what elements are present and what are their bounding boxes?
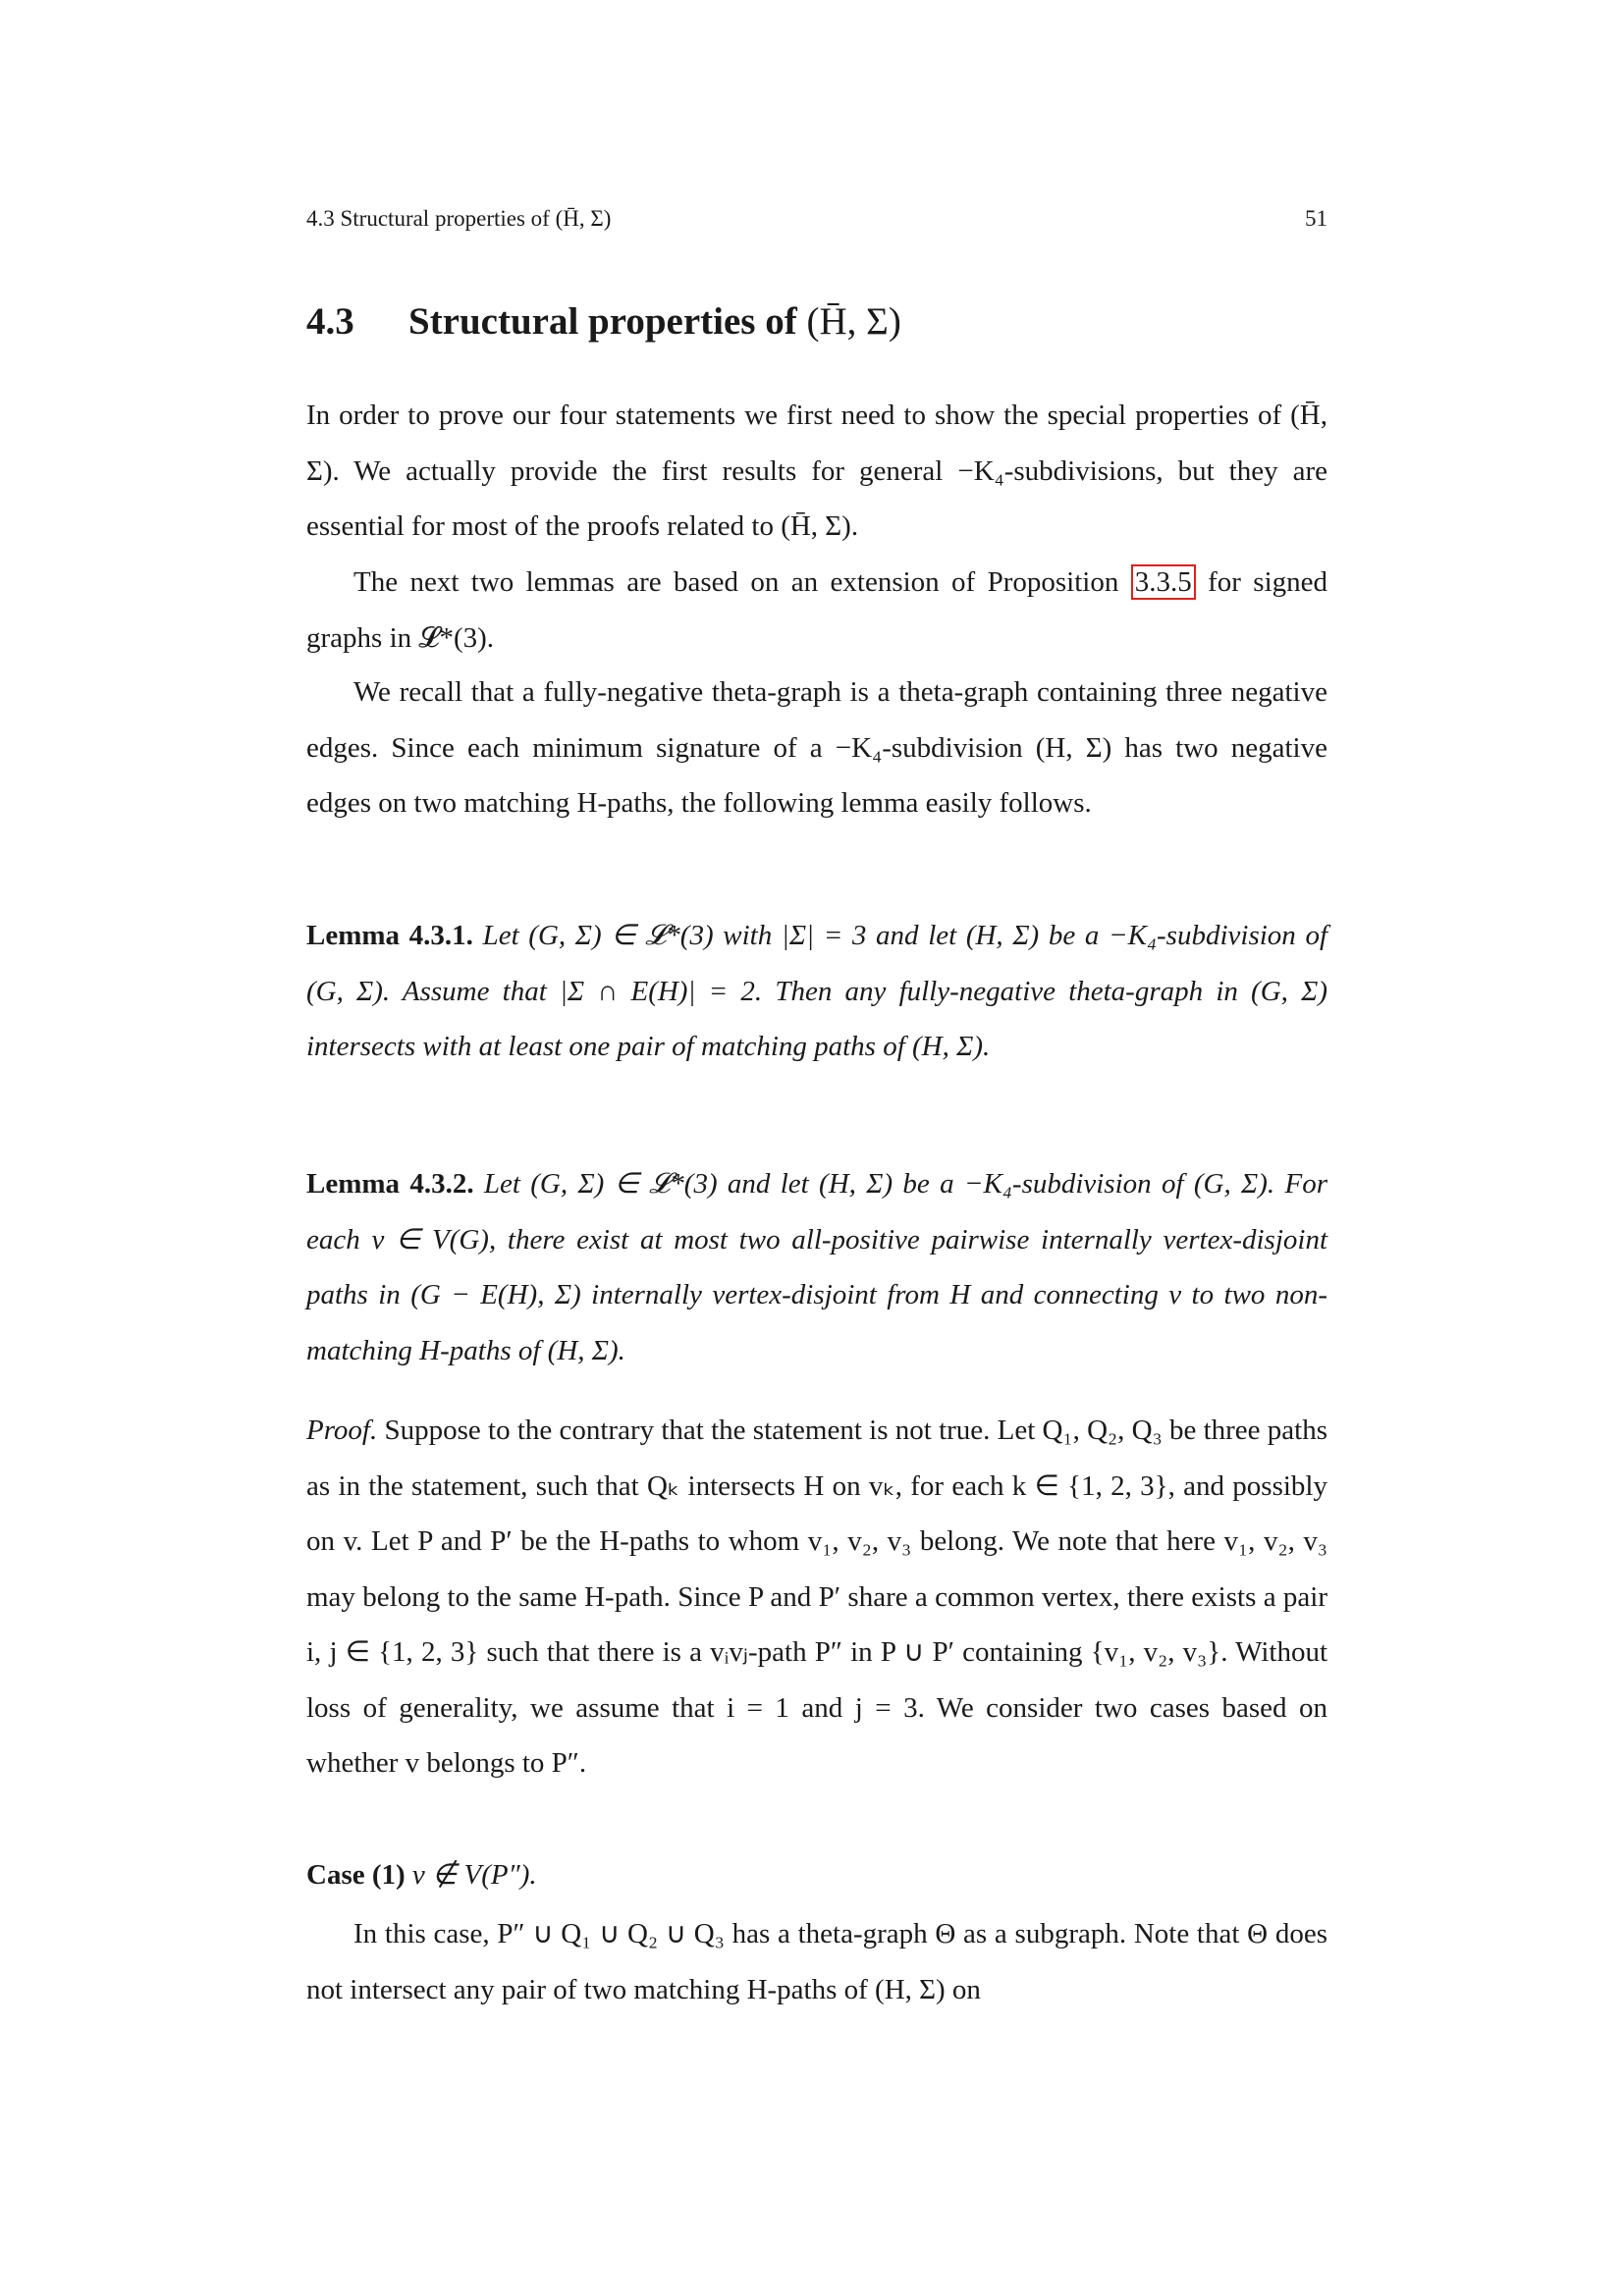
proof-block: [306, 1403, 1327, 1791]
case-1-heading: [306, 1847, 1327, 1903]
lemma-4-3-2: [306, 1156, 1327, 1378]
lemma-4-3-2-text: Let (G, Σ) ∈ 𝓛*(3) and let (H, Σ) be a −K₄-subdivision of (G, Σ). For each v ∈ V(G), there exist at most two all-positive pairwise internally vertex-disjoint paths in (G − E(H), Σ) internally vertex-disjoint from H and connecting v to two non-matching H-paths of (H, Σ).: [306, 1168, 1327, 1366]
case-1-label: Case (1): [306, 1859, 406, 1891]
case-1-condition: v ∉ V(P″).: [405, 1859, 537, 1891]
section-number: 4.3: [306, 300, 354, 343]
paragraph-lemmas-basis-end: for signed graphs in 𝓛*(3).: [306, 566, 1328, 654]
paragraph-theta-graph: We recall that a fully-negative theta-graph is a theta-graph containing three negative edges. Since each minimum signature of a −K₄-subdivision (H, Σ) has two negative edges on two matching H-paths, the following lemma easily follows.: [306, 676, 1327, 819]
section-title-math: (H̄, Σ): [806, 300, 901, 343]
paragraph-lemmas-basis-start: The next two lemmas are based on an extension of Proposition: [353, 566, 1131, 598]
lemma-4-3-1: [306, 908, 1327, 1075]
running-header-title: 4.3 Structural properties of (H̄, Σ): [306, 206, 612, 231]
section-title: Structural properties of: [408, 300, 797, 343]
running-header: [306, 206, 1327, 236]
section-heading: [306, 299, 1327, 344]
lemma-4-3-1-label: Lemma 4.3.1.: [306, 920, 473, 951]
paragraph-lemmas-basis: [306, 555, 1327, 666]
proof-text: Suppose to the contrary that the statement is not true. Let Q₁, Q₂, Q₃ be three paths as in the statement, such that Qₖ intersects H on vₖ, for each k ∈ {1, 2, 3}, and possibly on v. Let P and P′ be the H-paths to whom v₁, v₂, v₃ belong. We note that here v₁, v₂, v₃ may belong to the same H-path. Since P and P′ share a common vertex, there exists a pair i, j ∈ {1, 2, 3} such that there is a vᵢvⱼ-path P″ in P ∪ P′ containing {v₁, v₂, v₃}. Without loss of generality, we assume that i = 1 and j = 3. We consider two cases based on whether v belongs to P″.: [306, 1415, 1327, 1779]
paragraph-case-1: In this case, P″ ∪ Q₁ ∪ Q₂ ∪ Q₃ has a theta-graph Θ as a subgraph. Note that Θ does not intersect any pair of two matching H-paths of (H, Σ) on: [306, 1918, 1327, 2005]
proof-label: Proof.: [306, 1415, 378, 1446]
proposition-reference-link[interactable]: 3.3.5: [1131, 564, 1196, 600]
lemma-4-3-2-label: Lemma 4.3.2.: [306, 1168, 474, 1200]
lemma-4-3-1-text: Let (G, Σ) ∈ 𝓛*(3) with |Σ| = 3 and let (H, Σ) be a −K₄-subdivision of (G, Σ). Assume that |Σ ∩ E(H)| = 2. Then any fully-negative theta-graph in (G, Σ) intersects with at least one pair of matching paths of (H, Σ).: [306, 920, 1327, 1062]
page-number: 51: [1305, 206, 1327, 231]
paragraph-intro: In order to prove our four statements we first need to show the special properties of (H̄, Σ). We actually provide the first results for general −K₄-subdivisions, but they are essential for most of the proofs related to (H̄, Σ).: [306, 400, 1327, 542]
